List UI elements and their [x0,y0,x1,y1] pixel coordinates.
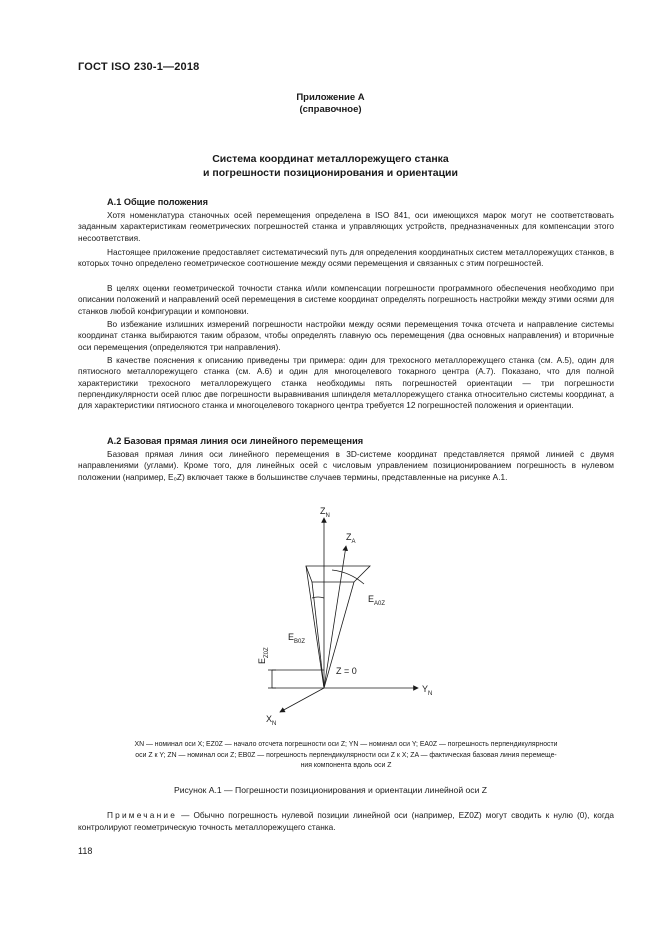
legend-line-3: ния компонента вдоль оси Z [300,762,392,769]
figure-caption: Рисунок А.1 — Погрешности позиционирования и ориентации линейной оси Z [173,785,488,795]
legend-line-2: оси Z к Y; ZN — номинал оси Z; EB0Z — погрешность перпендикулярности оси Z к X; ZA — фактическая базовая линия перемеще- [135,751,557,759]
a1-paragraph-1: Хотя номенклатура станочных осей перемещения определена в ISO 841, оси имеющихся марок могут не соответствовать заданным характеристикам геометрических погрешностей станка и управляющих устройств, предназначенных для компенсации этого несоответствия. [78,210,614,243]
annex-type: (справочное) [299,104,362,115]
title-line-2: и погрешности позиционирования и ориентации [203,166,458,179]
axis-diagram-svg [250,500,460,730]
eb0z-arc [312,597,324,598]
zn-label: $Z_N$ [320,506,330,519]
section-a2-heading: А.2 Базовая прямая линия оси линейного перемещения [107,436,364,446]
note-paragraph [78,810,614,833]
yn-label: $Y_N$ [422,684,433,697]
axis-lines [268,518,418,712]
figure-a1-diagram [250,500,460,730]
section-a1-heading: А.1 Общие положения [107,197,208,207]
annex-main-title [0,153,661,180]
a1-paragraph-2: Настоящее приложение предоставляет систематический путь для определения координатных систем металлорежущих станков, в которых точно определено геометрическое соотношение между осями перемещения и связанных с этим погрешностей. [78,247,614,269]
xn-axis [280,688,324,712]
annex-heading [0,92,661,116]
eb0z-label: $E_{B0Z}$ [288,632,306,645]
annex-title: Приложение А [296,92,365,103]
figure-legend [76,740,616,772]
page-number: 118 [78,846,93,856]
ea0z-label: $E_{A0Z}$ [368,594,386,607]
a1-paragraph-4: Во избежание излишних измерений погрешности настройки между осями перемещения точка отсчета и направление системы координат станка выбираются таким образом, чтобы определять главную ось перемещения (два основных направления) и вторичные оси перемещения (определяются три направления). [78,319,614,352]
legend-line-1: XN — номинал оси X; EZ0Z — начало отсчета погрешности оси Z; YN — номинал оси Y; EA0Z — погрешность перпендикулярности [134,741,558,748]
zero-label: Z = 0 [336,666,357,676]
a2-paragraph: Базовая прямая линия оси линейного перемещения в 3D-системе координат представляется прямой линией с двумя направлениями (углами). Кроме того, для линейных осей с числовым управлением позиционированием погрешность в нулевом положении (например, E₀Z) включает также в большинстве случаев термины, представленные на рисунке А.1. [78,449,614,482]
xn-label: $X_N$ [266,714,277,727]
standard-header: ГОСТ ISO 230-1—2018 [78,61,200,73]
ez0z-label: $E_{Z0Z}$ [257,647,270,664]
a1-paragraph-3: В целях оценки геометрической точности станка и/или компенсации погрешности программного обеспечения необходимо при описании положений и направлений осей перемещения в системе координат определять погрешность настройки между этими осями для станков любой конфигурации и компоновки. [78,283,614,316]
za-label: $Z_A$ [346,532,356,545]
top-parallelogram [306,566,370,582]
note-label: Примечание [107,810,178,820]
title-line-1: Система координат металлорежущего станка [212,153,449,165]
note-text: — Обычно погрешность нулевой позиции линейной оси (например, EZ0Z) могут сводить к нулю (0), когда контролируют геометрическую точность металлорежущего станка. [78,810,614,832]
a1-paragraph-5: В качестве пояснения к описанию приведены три примера: один для трехосного металлорежущего станка (см. А.5), один для пятиосного металлорежущего станка (см. А.6) и один для многоцелевого токарного центра (А.7). Показано, что для полной характеристики трехосного металлорежущего станка необходимы пять погрешностей ориентации — три погрешности перпендикулярности осей плюс две погрешности выравнивания шпинделя металлорежущего станка относительно системы координат, а для характеристики пятиосного станка и многоцелевого токарного центра требуется 12 погрешностей положения и ориентации. [78,355,614,411]
